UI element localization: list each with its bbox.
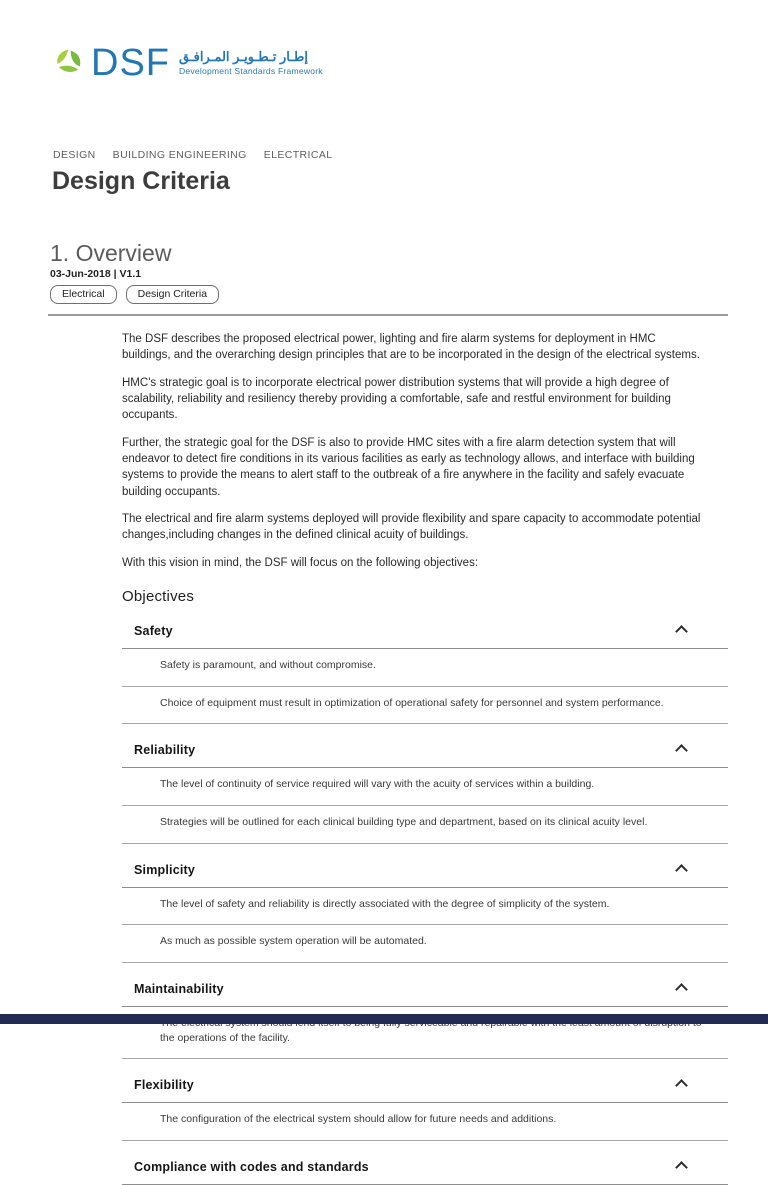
section-divider (48, 314, 728, 316)
objectives-heading: Objectives (122, 587, 195, 605)
intro-paragraph: The electrical and fire alarm systems deployed will provide flexibility and spare capacity to accommodate potential changes,including changes in the defined clinical acuity of buildings. (122, 512, 701, 542)
breadcrumb (53, 149, 332, 161)
accordion-title: Flexibility (134, 1078, 194, 1093)
tag-electrical[interactable]: Electrical (50, 285, 117, 304)
chevron-up-icon[interactable] (675, 864, 688, 877)
accordion-section (122, 616, 728, 724)
accordion-header[interactable] (122, 735, 728, 768)
accordion-item: The configuration of the electrical system should allow for future needs and additions. (122, 1103, 728, 1141)
intro-paragraph: Further, the strategic goal for the DSF is also to provide HMC sites with a fire alarm detection system that will endeavor to detect fire conditions in its various facilities as early as technology allows, and interface with building systems to provide the means to alert staff to the outbreak of a fire anywhere in the facility and safely evacuate building occupants. (122, 436, 695, 498)
date-version-label: 03-Jun-2018 | V1.1 (50, 268, 142, 280)
logo-tagline-text: Development Standards Framework (179, 65, 323, 76)
article-body (122, 331, 728, 1185)
logo-dsf-text: DSF (91, 42, 170, 84)
accordion-item: the operations of the facility. (122, 1007, 728, 1059)
accordion-header[interactable] (122, 1152, 728, 1185)
accordion-section (122, 1070, 728, 1141)
breadcrumb-item-design[interactable]: DESIGN (53, 149, 96, 161)
logo-arabic-text: إطـار تـطـويـر المـرافـق (179, 49, 308, 65)
dsf-logo (54, 44, 323, 82)
intro-paragraph: The DSF describes the proposed electrical power, lighting and fire alarm systems for deployment in HMC buildings, and the overarching design principles that are to be incorporated in the design of the electrical systems. (122, 333, 700, 362)
chevron-up-icon[interactable] (675, 1161, 688, 1174)
accordion-item: Safety is paramount, and without compromise. (122, 649, 728, 687)
tag-list (50, 285, 219, 304)
accordion-section (122, 855, 728, 963)
chevron-up-icon[interactable] (675, 625, 688, 638)
accordion-item: As much as possible system operation will be automated. (122, 925, 728, 963)
accordion-item: Choice of equipment must result in optimization of operational safety for personnel and system performance. (122, 687, 728, 725)
objectives-accordion (122, 616, 728, 1185)
footer-bar (0, 1014, 768, 1024)
accordion-header[interactable] (122, 855, 728, 888)
accordion-section (122, 735, 728, 843)
page-title: Design Criteria (52, 167, 230, 195)
breadcrumb-item-building-engineering[interactable]: BUILDING ENGINEERING (112, 149, 247, 161)
accordion-item: The level of continuity of service required will vary with the acuity of services within a building. (122, 768, 728, 806)
intro-paragraph: With this vision in mind, the DSF will focus on the following objectives: (122, 556, 479, 569)
tag-design-criteria[interactable]: Design Criteria (126, 285, 219, 304)
chevron-up-icon[interactable] (675, 1080, 688, 1093)
accordion-title: Compliance with codes and standards (134, 1160, 369, 1175)
leaf-logo-icon (54, 47, 84, 79)
accordion-section (122, 1152, 728, 1185)
accordion-header[interactable] (122, 616, 728, 649)
accordion-title: Maintainability (134, 982, 224, 997)
accordion-header[interactable] (122, 1070, 728, 1103)
accordion-item: Strategies will be outlined for each clinical building type and department, based on its clinical acuity level. (122, 806, 728, 844)
accordion-title: Reliability (134, 743, 196, 758)
accordion-title: Safety (134, 623, 173, 638)
section-title: 1. Overview (50, 240, 172, 266)
accordion-title: Simplicity (134, 862, 196, 877)
chevron-up-icon[interactable] (675, 983, 688, 996)
accordion-item: The level of safety and reliability is directly associated with the degree of simplicity of the system. (122, 888, 728, 926)
accordion-header[interactable] (122, 974, 728, 1007)
breadcrumb-item-electrical[interactable]: ELECTRICAL (263, 149, 333, 161)
chevron-up-icon[interactable] (675, 744, 688, 757)
intro-paragraph: HMC's strategic goal is to incorporate electrical power distribution systems that will provide a high degree of scalability, reliability and resiliency thereby providing a comfortable, safe and restful environment for building occupants. (122, 376, 671, 422)
